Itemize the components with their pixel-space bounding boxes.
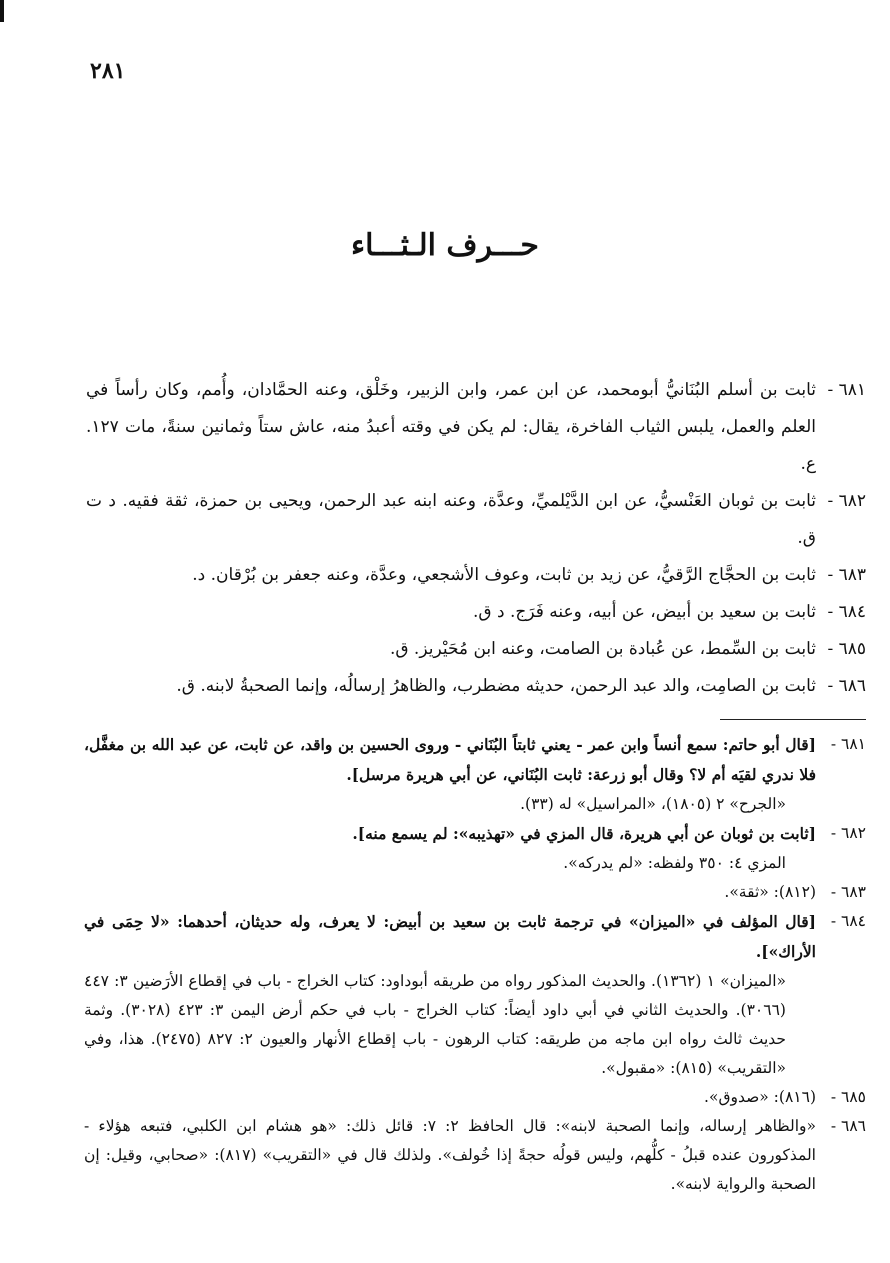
note-682 [84,819,866,878]
footnote-divider [720,719,866,720]
entry-681 [86,372,866,483]
note-number: ٦٨٥ - [830,1088,866,1106]
entry-text: ثابت بن الصامِت، والد عبد الرحمن، حديثه مضطرب، والظاهرُ إرسالُه، وإنما الصحبةُ لابنه. ق. [176,676,816,696]
entry-685 [86,631,866,668]
chapter-title: حـــرف الـثـــاء [351,228,539,263]
entries-section [86,372,866,705]
note-686 [84,1112,866,1199]
entry-text: ثابت بن سعيد بن أبيض، عن أبيه، وعنه فَرَج. د ق. [472,602,816,622]
entry-text: ثابت بن ثوبان العَنْسيُّ، عن ابن الدَّيْلميِّ، وعدَّة، وعنه ابنه عبد الرحمن، ويحيى بن حمزة، ثقة فقيه. د ت ق. [86,491,816,548]
note-reference: «الجرح» ٢ (١٨٠٥)، «المراسيل» له (٣٣). [520,795,786,813]
note-683 [84,878,866,907]
entry-686 [86,668,866,705]
note-number: ٦٨١ - [830,735,866,753]
entry-number: ٦٨٥ - [827,639,866,659]
note-main-text: [قال أبو حاتم: سمع أنساً وابن عمر - يعني ثابتاً البُنَاني - وروى الحسين بن واقد، عن ثابت، عن عبد الله بن مغفَّل، فلا ندري لقيَه أم لا؟ وقال أبو زرعة: ثابت البُنَاني، عن أبي هريرة مرسل]. [84,735,816,784]
note-number: ٦٨٤ - [830,912,866,930]
entry-number: ٦٨٢ - [827,491,866,511]
note-number: ٦٨٣ - [830,883,866,901]
note-number: ٦٨٦ - [830,1117,866,1135]
entry-number: ٦٨٣ - [827,565,866,585]
page-number: ٢٨١ [90,58,126,84]
entry-text: ثابت بن الحجَّاج الرَّقيُّ، عن زيد بن ثابت، وعوف الأشجعي، وعدَّة، وعنه جعفر بن بُرْقان. د. [192,565,816,585]
note-681 [84,730,866,819]
note-main-text: [قال المؤلف في «الميزان» في ترجمة ثابت بن سعيد بن أبيض: لا يعرف، وله حديثان، أحدهما: «لا حِمَى في الأراك»]. [84,912,816,961]
entry-number: ٦٨٦ - [827,676,866,696]
note-684 [84,907,866,1083]
entry-text: ثابت بن أسلم البُنَانيُّ أبومحمد، عن ابن عمر، وابن الزبير، وخَلْق، وعنه الحمَّادان، وأُمم، وكان رأساً في العلم والعمل، يلبس الثياب الفاخرة، يقال: لم يكن في وقته أعبدُ منه، عاش ستاً وثمانين سنةً، مات ١٢٧. ع. [86,380,816,474]
note-main-text: [ثابت بن ثوبان عن أبي هريرة، قال المزي في «تهذيبه»: لم يسمع منه]. [352,824,816,843]
note-text: (٨١٦): «صدوق». [704,1088,816,1106]
entry-684 [86,594,866,631]
footnotes-section [84,730,866,1199]
entry-number: ٦٨١ - [827,380,866,400]
entry-683 [86,557,866,594]
entry-number: ٦٨٤ - [827,602,866,622]
entry-text: ثابت بن السِّمط، عن عُبادة بن الصامت، وعنه ابن مُحَيْريز. ق. [389,639,816,659]
scan-edge-mark [0,0,4,22]
note-number: ٦٨٢ - [830,824,866,842]
note-reference: «الميزان» ١ (١٣٦٢). والحديث المذكور رواه من طريقه أبوداود: كتاب الخراج - باب في إقطاع الأرَضين ٣: ٤٤٧ (٣٠٦٦). والحديث الثاني في أبي داود أيضاً: كتاب الخراج - باب في حكم أرض اليمن ٣: ٤٢٣ (٣٠٢٨). وثمة حديث ثالث رواه ابن ماجه من طريقه: كتاب الرهون - باب إقطاع الأنهار والعيون ٢: ٨٢٧ (٢٤٧٥). هذا، وفي «التقريب» (٨١٥): «مقبول». [84,972,786,1077]
note-text: «والظاهر إرساله، وإنما الصحبة لابنه»: قال الحافظ ٢: ٧: قائل ذلك: «هو هشام ابن الكلبي، فتبعه هؤلاء - المذكورون عنده قبلُ - كلُّهم، وليس قولُه حجةً إذا خُولف». ولذلك قال في «التقريب» (٨١٧): «صحابي، وقيل: إن الصحبة والرواية لابنه». [84,1117,817,1193]
note-685 [84,1083,866,1112]
note-reference: المزي ٤: ٣٥٠ ولفظه: «لم يدركه». [563,854,786,872]
note-text: (٨١٢): «ثقة». [724,883,816,901]
entry-682 [86,483,866,557]
